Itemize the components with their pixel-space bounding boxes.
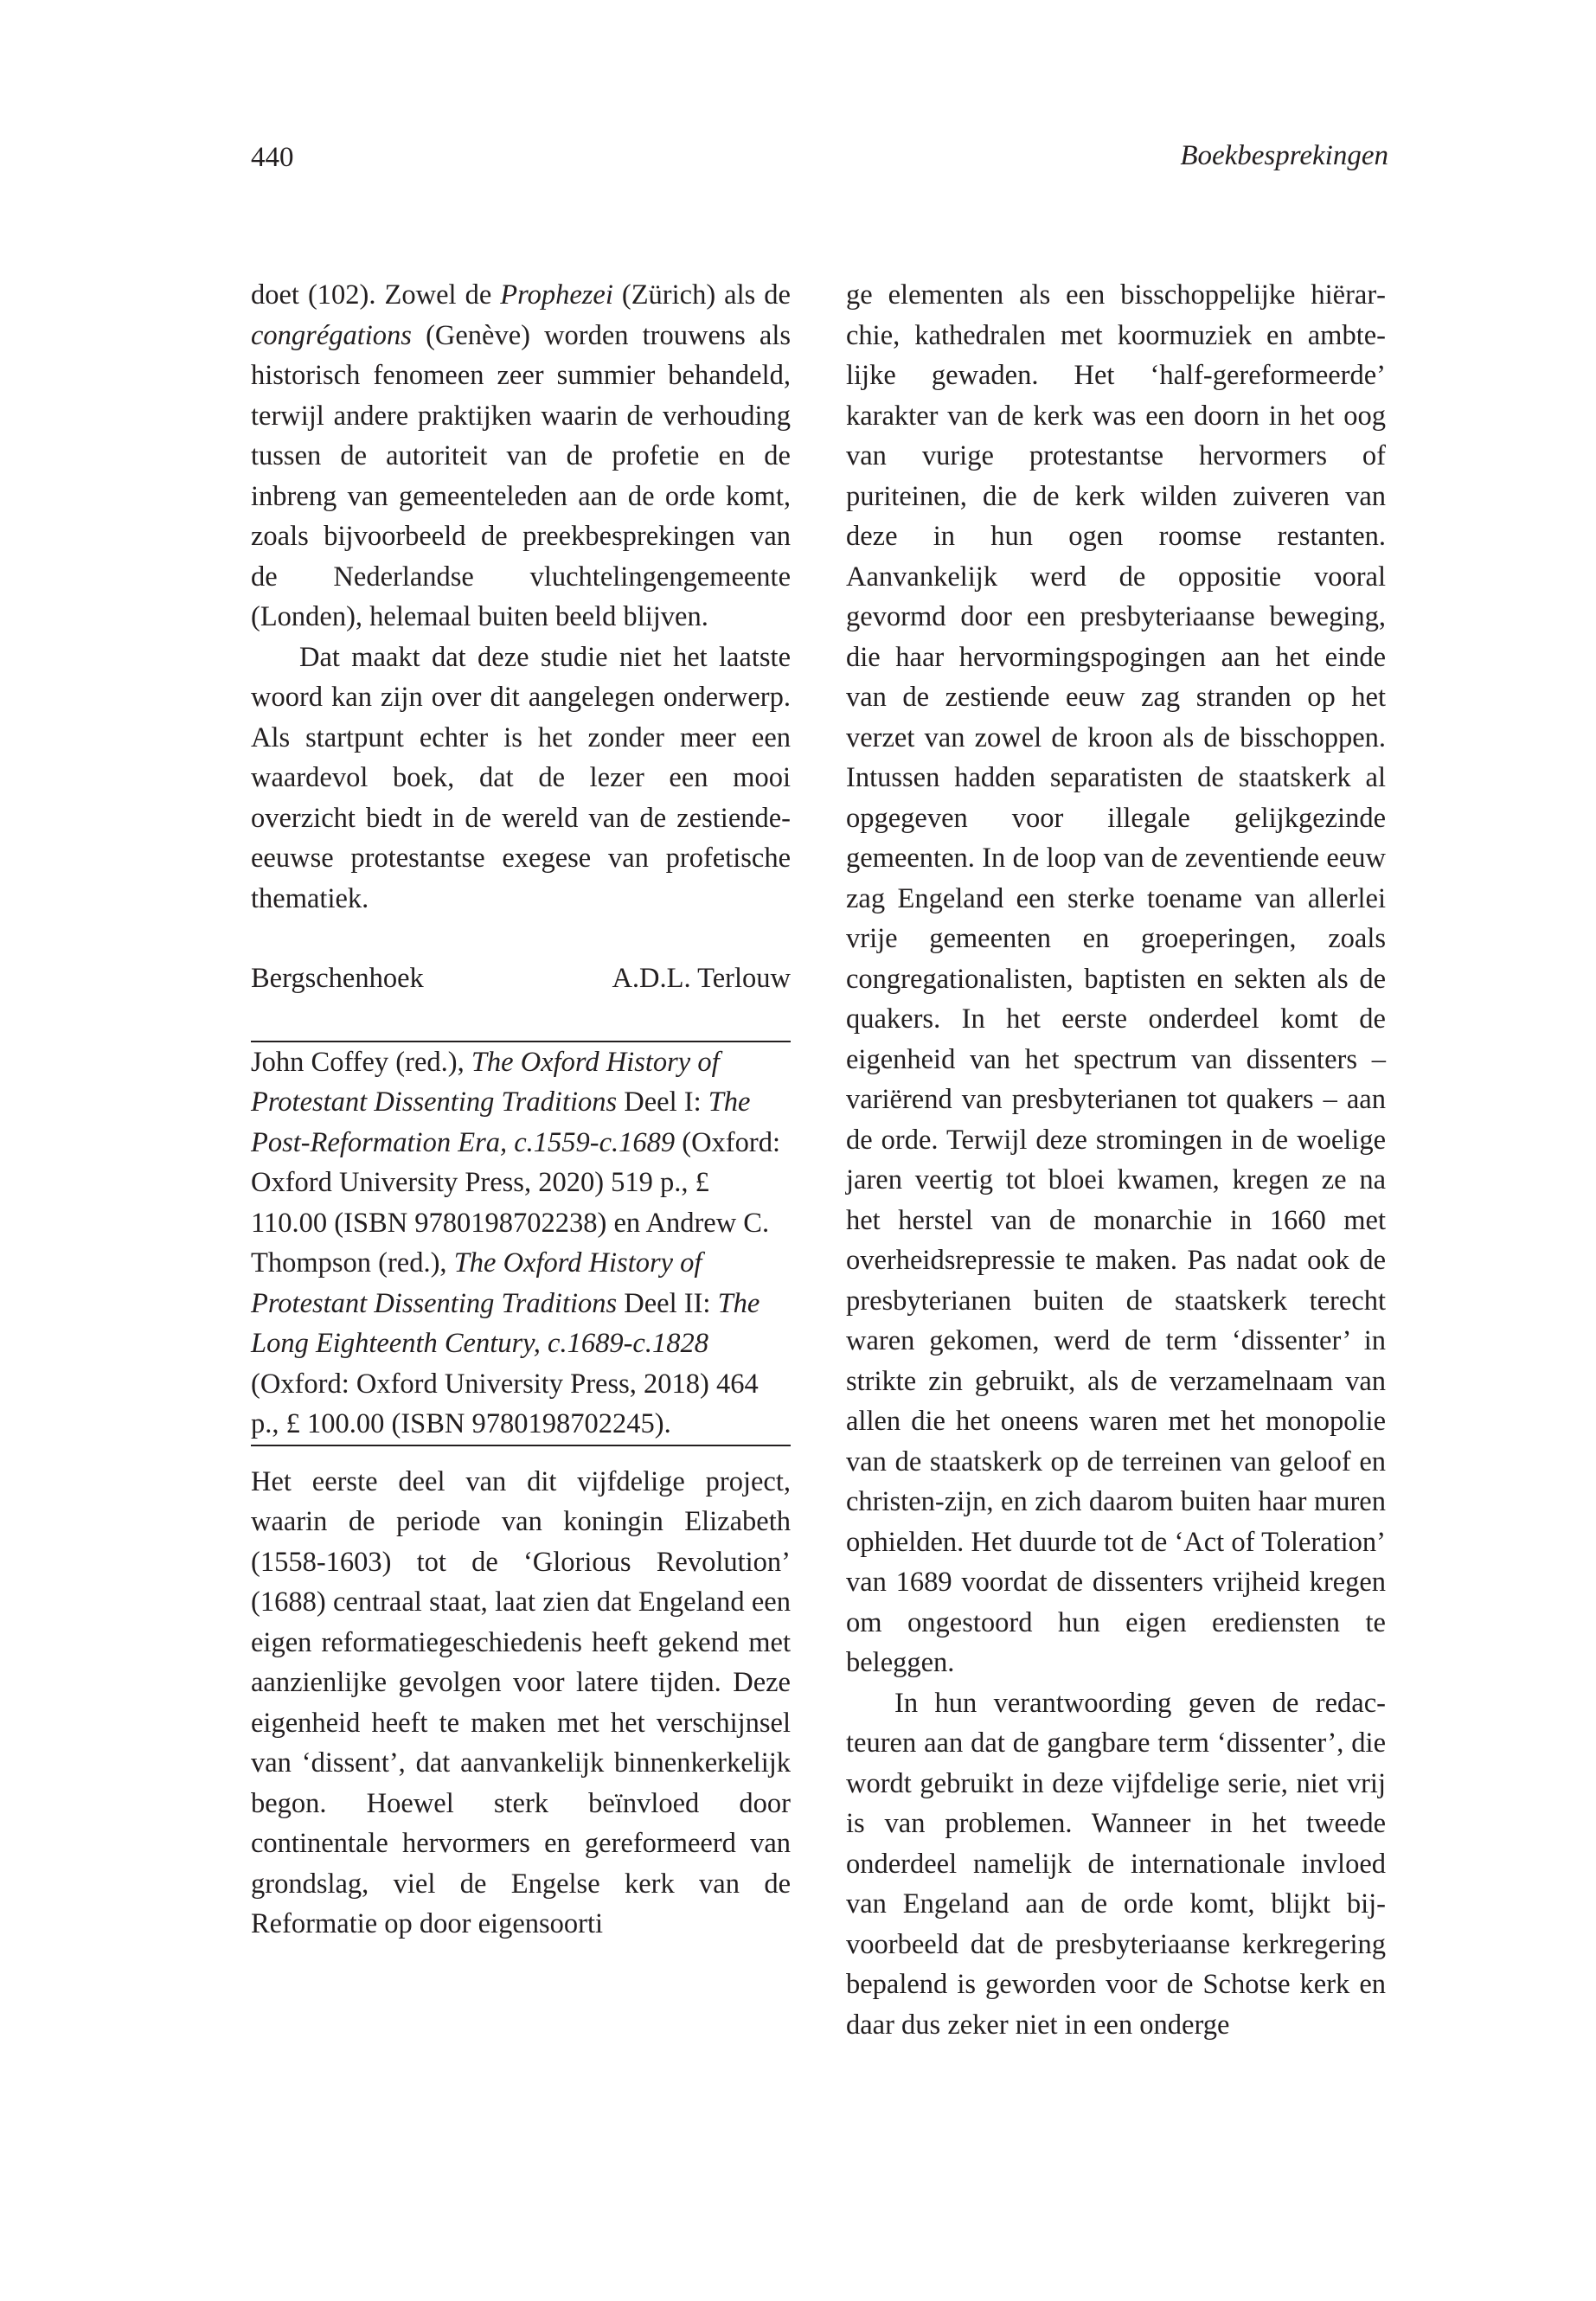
- running-title: Boekbesprekingen: [1180, 140, 1388, 171]
- left-paragraph-3: Het eerste deel van dit vijfdelige project, waarin de periode van koningin Elizabeth (1558-1603) tot de ‘Glorious Revolution’ (1688) centraal staat, laat zien dat Engeland een eigen reformatiegeschiedenis heeft gekend met aanzienlijke gevolgen voor latere tijden. Deze eigenheid heeft te maken met het verschijnsel van ‘dissent’, dat aanvankelijk binnenkerkelijk begon. Hoewel sterk beïnvloed door continentale hervormers en gereformeerd van grondslag, viel de Engelse kerk van de Reformatie op door eigensoorti: [251, 1465, 791, 1939]
- bibliographic-entry: [251, 1042, 791, 1445]
- text-span: Deel I:: [617, 1086, 708, 1118]
- text-span: (Genève) worden trouwens als historisch fenomeen zeer summier behandeld, terwijl andere praktijken waarin de verhouding tussen de autoriteit van de profetie en de inbreng van gemeenteleden aan de orde komt, zoals bijvoorbeeld de preekbesprekingen van de Nederlandse vluchtelingengemeente (Londen), helemaal buiten beeld blijven.: [251, 319, 791, 632]
- left-paragraph-1: [251, 275, 791, 638]
- text-span: Deel II:: [617, 1287, 718, 1319]
- left-column: [251, 275, 791, 1945]
- volume-title: The Long Eighteenth Century, c.1689-c.1828: [251, 1287, 760, 1359]
- page-number: 440: [251, 142, 294, 173]
- text-span: John Coffey (red.),: [251, 1046, 471, 1078]
- right-paragraph-1: ge elementen als een bisschoppelijke hiërarchie, kathedralen met koormuziek en ambtelijke gewaden. Het ‘half-gereformeerde’ karakter van de kerk was een doorn in het oog van vurige protestantse hervormers of puriteinen, die de kerk wilden zuiveren van deze in hun ogen roomse restanten. Aanvankelijk werd de oppositie vooral gevormd door een presbyteriaanse beweging, die haar hervormingspogingen aan het einde van de zestiende eeuw zag stranden op het verzet van zowel de kroon als de bisschoppen. Intussen hadden separatisten de staatskerk al opgegeven voor illegale gelijkgezinde gemeenten. In de loop van de zeventiende eeuw zag Engeland een sterke toename van allerlei vrije gemeenten en groeperingen, zoals congregationalisten, baptisten en sekten als de quakers. In het eerste onderdeel komt de eigenheid van het spectrum van dissenters – variërend van presbyterianen tot quakers – aan de orde. Terwijl deze stromingen in de woelige jaren veertig tot bloei kwamen, kregen ze na het herstel van de monarchie in 1660 met overheidsrepressie te maken. Pas nadat ook de presbyterianen buiten de staatskerk terecht waren gekomen, werd de term ‘dissenter’ in strikte zin gebruikt, als de verzamelnaam van allen die het oneens waren met het monopolie van de staatskerk op de terreinen van geloof en christen-zijn, en zich daarom buiten haar muren ophielden. Het duurde tot de ‘Act of Toleration’ van 1689 voordat de dissenters vrijheid kregen om ongestoord hun eigen erediensten te beleggen.: [846, 279, 1386, 1678]
- book-title: The Oxford History of Protestant Dissenting Traditions: [251, 1247, 702, 1319]
- divider-bottom: [251, 1445, 791, 1446]
- volume-title: The Post-Reformation Era, c.1559-c.1689: [251, 1086, 751, 1158]
- book-title: The Oxford History of Protestant Dissenting Traditions: [251, 1046, 720, 1118]
- right-paragraph-2: In hun verantwoording geven de redacteuren aan dat de gangbare term ‘dissenter’, die wordt gebruikt in deze vijfdelige serie, niet vrij is van problemen. Wanneer in het tweede onderdeel namelijk de internationale invloed van Engeland aan de orde komt, blijkt bijvoorbeeld dat de presbyteriaanse kerkregering bepalend is geworden voor de Schotse kerk en daar dus zeker niet in een onderge: [846, 1687, 1386, 2041]
- italic-term-prophezei: Prophezei: [500, 279, 613, 311]
- text-span: doet (102). Zowel de: [251, 279, 501, 311]
- left-paragraph-2: Dat maakt dat deze studie niet het laatste woord kan zijn over dit aangelegen onderwerp. Als startpunt echter is het zonder meer een waardevol boek, dat de lezer een mooi overzicht biedt in de wereld van de zestiende-eeuwse protestantse exegese van profetische thematiek.: [251, 641, 791, 914]
- italic-term-congregations: congrégations: [251, 319, 412, 351]
- text-span: (Zürich) als de: [612, 279, 791, 311]
- text-span: (Oxford: Oxford University Press, 2018) 464 p., £ 100.00 (ISBN 9780198702245).: [251, 1368, 759, 1439]
- signature-place: Bergschenhoek: [251, 963, 424, 994]
- text-span: (Oxford: Oxford University Press, 2020) 519 p., £ 110.00 (ISBN 9780198702238) en Andrew C. Thompson (red.),: [251, 1126, 780, 1279]
- signature-author: A.D.L. Terlouw: [612, 963, 791, 994]
- right-column: [846, 275, 1386, 2045]
- review-signature: [251, 958, 791, 999]
